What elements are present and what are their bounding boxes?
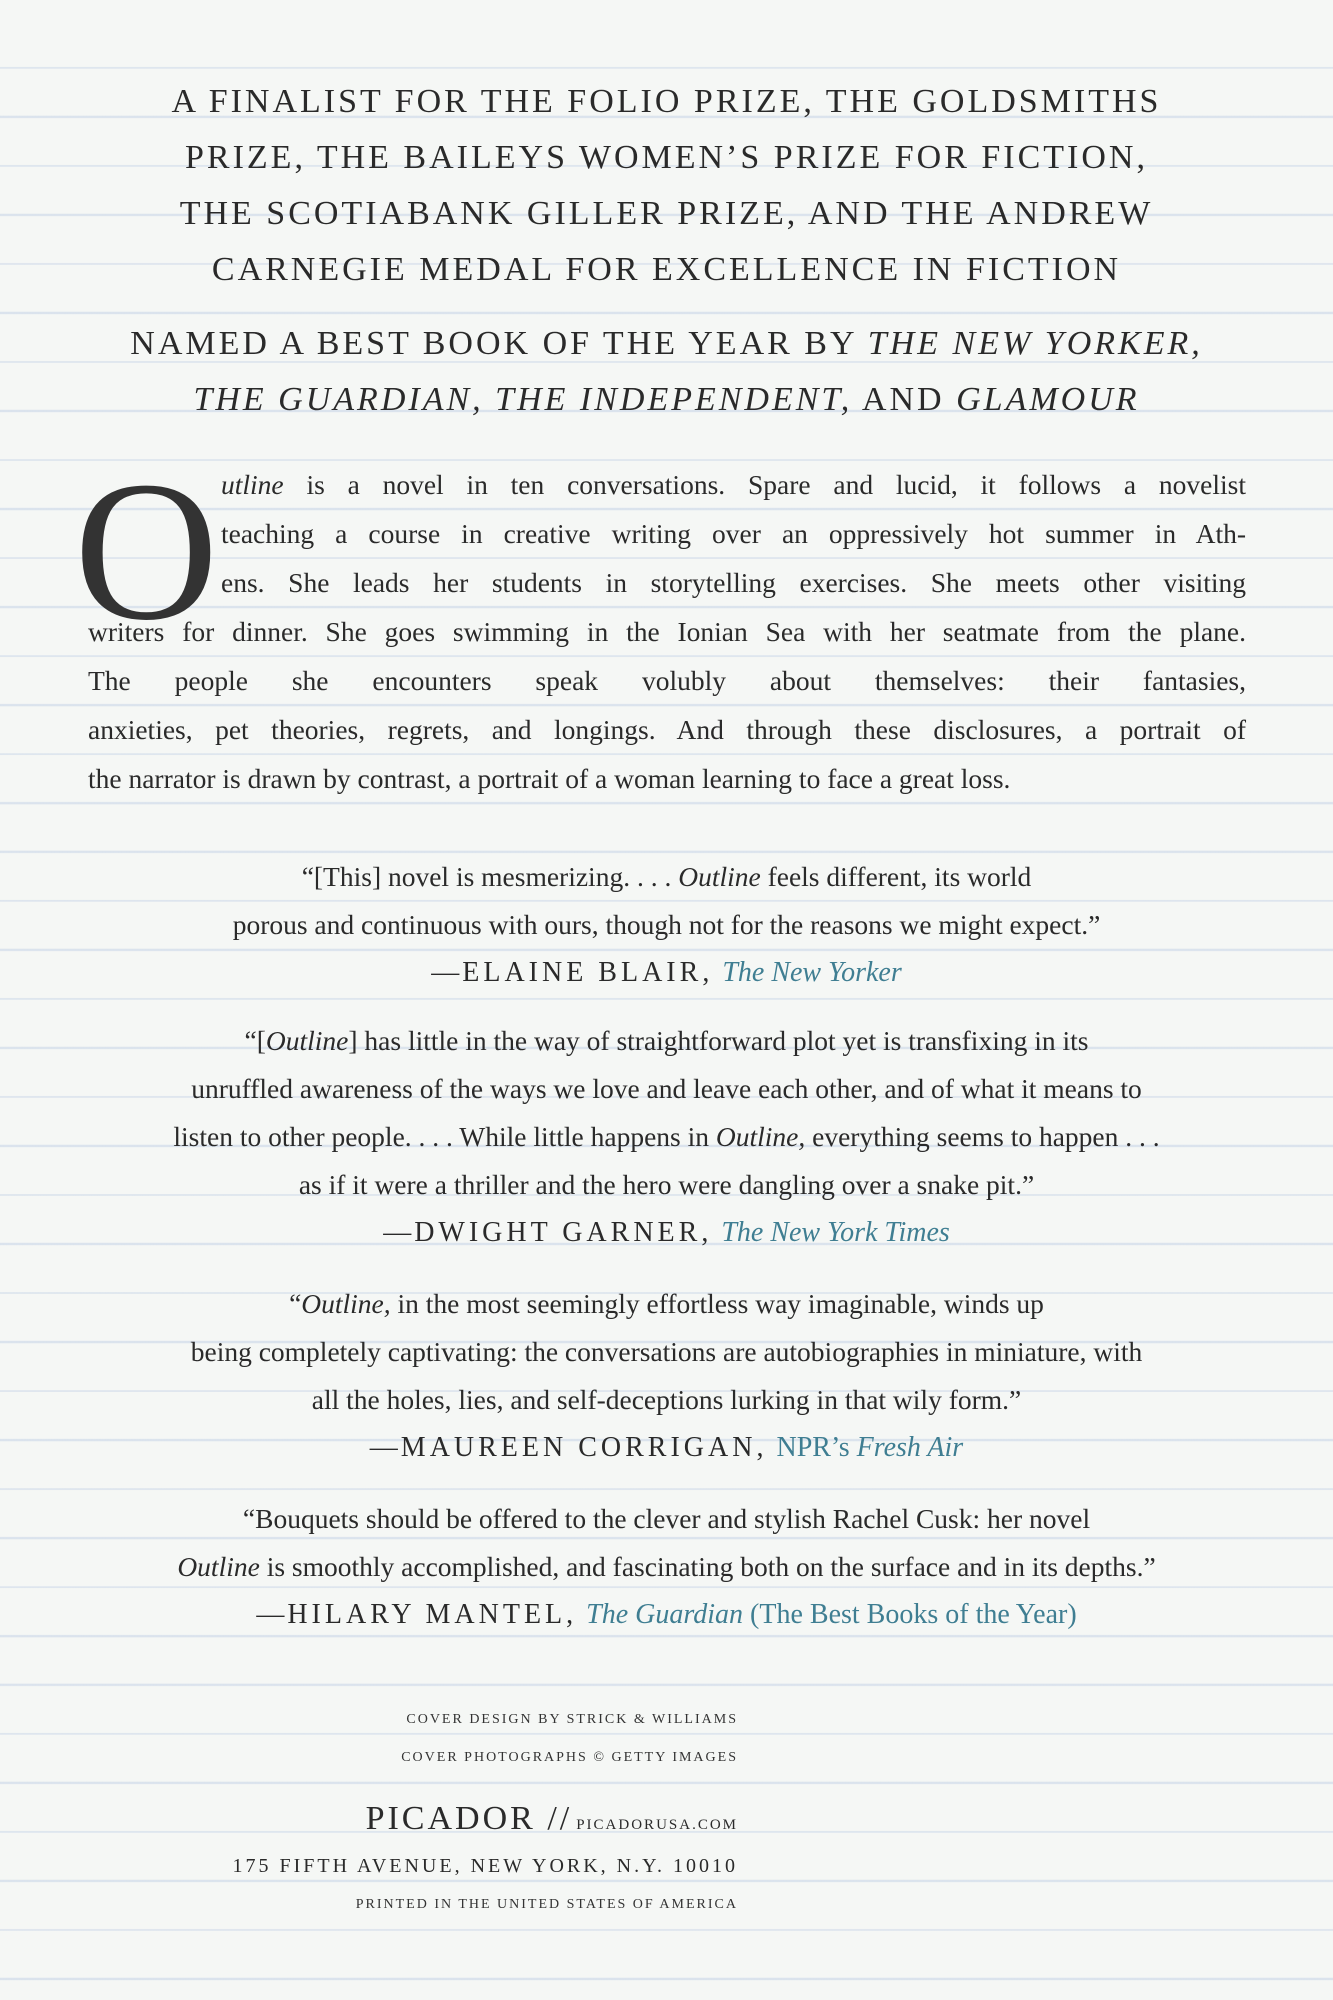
quote-attribution: —DWIGHT GARNER, The New York Times xyxy=(383,1217,950,1248)
quote-text: “[This] novel is mesmerizing. . . . xyxy=(301,861,679,892)
quote-text: “ xyxy=(289,1288,302,1319)
quote-line xyxy=(0,853,1333,901)
quote-line: “Bouquets should be offered to the clever and stylish Rachel Cusk: her novel xyxy=(242,1503,1091,1534)
quote-attribution: —MAUREEN CORRIGAN, NPR’s Fresh Air xyxy=(369,1432,964,1463)
reviewer-name: MAUREEN CORRIGAN xyxy=(400,1432,757,1463)
quote-line: as if it were a thriller and the hero were dangling over a snake pit.” xyxy=(298,1169,1035,1200)
publication-name: THE GUARDIAN, xyxy=(193,381,484,418)
cover-design-credit: COVER DESIGN BY STRICK & WILLIAMS xyxy=(406,1712,738,1727)
quote-line xyxy=(0,1017,1333,1065)
review-quote xyxy=(0,1017,1333,1257)
description-line: writers for dinner. She goes swimming in the Ionian Sea with her seatmate from the plane. xyxy=(88,616,1246,647)
finalist-block xyxy=(0,74,1333,298)
quote-text: in the most seemingly effortless way imaginable, winds up xyxy=(390,1288,1044,1319)
quote-line xyxy=(0,1280,1333,1328)
description-line xyxy=(221,460,1246,509)
description-line: the narrator is drawn by contrast, a portrait of a woman learning to face a great loss. xyxy=(88,763,1011,794)
title-word: utline xyxy=(221,469,284,500)
printed-in: PRINTED IN THE UNITED STATES OF AMERICA xyxy=(355,1897,738,1912)
conjunction: AND xyxy=(852,381,957,418)
publisher-name: PICADOR // xyxy=(365,1800,573,1837)
quote-line: porous and continuous with ours, though not for the reasons we might expect.” xyxy=(232,909,1101,940)
quote-text: is smoothly accomplished, and fascinating both on the surface and in its depths.” xyxy=(259,1551,1156,1582)
quote-attribution: —ELAINE BLAIR, The New Yorker xyxy=(431,957,902,988)
finalist-line: A FINALIST FOR THE FOLIO PRIZE, THE GOLDSMITHS xyxy=(171,83,1162,120)
publication-name: THE NEW YORKER, xyxy=(867,325,1203,362)
publication-name: The New Yorker xyxy=(722,957,902,988)
publisher-line xyxy=(200,1800,738,1838)
publication-name: THE INDEPENDENT, xyxy=(495,381,853,418)
publication-name: GLAMOUR xyxy=(956,381,1140,418)
title-word: Outline xyxy=(678,861,761,892)
description-text: is a novel in ten conversations. Spare and lucid, it follows a novelist xyxy=(283,469,1246,500)
finalist-line: CARNEGIE MEDAL FOR EXCELLENCE IN FICTION xyxy=(211,251,1122,288)
finalist-line: PRIZE, THE BAILEYS WOMEN’S PRIZE FOR FICTION, xyxy=(185,139,1148,176)
description-line: anxieties, pet theories, regrets, and longings. And through these disclosures, a portrait of xyxy=(88,714,1246,745)
review-quote xyxy=(0,1495,1333,1639)
quote-text: ] has little in the way of straightforward plot yet is transfixing in its xyxy=(348,1025,1089,1056)
publisher-url: PICADORUSA.COM xyxy=(576,1817,738,1833)
publication-prefix: NPR’s xyxy=(776,1432,857,1463)
publisher-address: 175 FIFTH AVENUE, NEW YORK, N.Y. 10010 xyxy=(232,1855,738,1877)
quote-text: listen to other people. . . . While little happens in xyxy=(173,1121,716,1152)
publication-title: The Guardian xyxy=(586,1599,744,1630)
title-word: Outline, xyxy=(715,1121,806,1152)
publication-name: The New York Times xyxy=(721,1217,950,1248)
quote-line xyxy=(0,1543,1333,1591)
quote-text: everything seems to happen . . . xyxy=(805,1121,1160,1152)
title-word: Outline xyxy=(265,1025,349,1056)
publication-title: Fresh Air xyxy=(856,1432,964,1463)
quote-text: feels different, its world xyxy=(760,861,1032,892)
quote-text: “[ xyxy=(244,1025,266,1056)
reviewer-name: DWIGHT GARNER xyxy=(414,1217,702,1248)
best-book-line xyxy=(0,372,1333,428)
finalist-line: THE SCOTIABANK GILLER PRIZE, AND THE ANDREW xyxy=(179,195,1154,232)
best-book-prefix: NAMED A BEST BOOK OF THE YEAR BY xyxy=(130,325,868,362)
reviewer-name: ELAINE BLAIR xyxy=(462,957,703,988)
best-book-line xyxy=(0,316,1333,372)
quote-line: being completely captivating: the conversations are autobiographies in miniature, with xyxy=(190,1336,1143,1367)
description-line: teaching a course in creative writing over an oppressively hot summer in Ath- xyxy=(221,518,1246,549)
description-line: ens. She leads her students in storytelling exercises. She meets other visiting xyxy=(221,567,1246,598)
publication-suffix: (The Best Books of the Year) xyxy=(743,1599,1077,1630)
title-word: Outline, xyxy=(301,1288,391,1319)
reviewer-name: HILARY MANTEL xyxy=(287,1599,567,1630)
publication-name xyxy=(776,1432,963,1463)
title-word: Outline xyxy=(177,1551,260,1582)
publication-name xyxy=(586,1599,1076,1630)
review-quote xyxy=(0,853,1333,997)
quote-attribution: —HILARY MANTEL, The Guardian (The Best Books of the Year) xyxy=(256,1599,1077,1630)
quote-line: all the holes, lies, and self-deceptions lurking in that wily form.” xyxy=(311,1384,1022,1415)
description-line: The people she encounters speak volubly about themselves: their fantasies, xyxy=(88,665,1246,696)
drop-cap: O xyxy=(74,441,219,662)
description xyxy=(88,460,1246,803)
quote-line xyxy=(0,1113,1333,1161)
review-quote xyxy=(0,1280,1333,1472)
quote-line: unruffled awareness of the ways we love and leave each other, and of what it means to xyxy=(191,1073,1142,1104)
cover-photo-credit: COVER PHOTOGRAPHS © GETTY IMAGES xyxy=(401,1750,738,1765)
best-book-block xyxy=(0,316,1333,428)
